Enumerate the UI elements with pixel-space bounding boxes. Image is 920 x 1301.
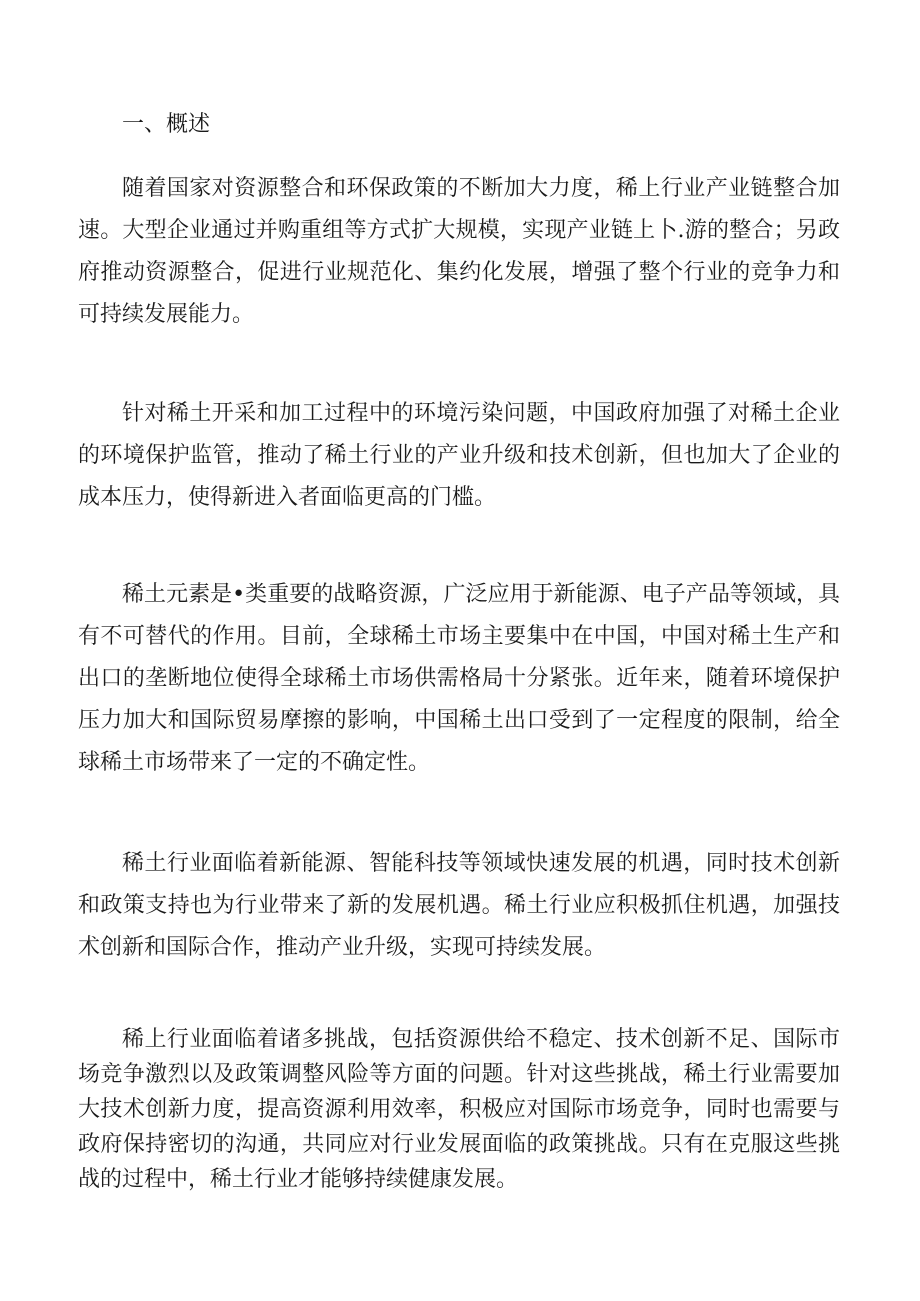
paragraph-industry-integration: 随着国家对资源整合和环保政策的不断加大力度，稀上行业产业链整合加速。大型企业通过并购重组等方式扩大规模，实现产业链上卜.游的整合；另政府推动资源整合，促进行业规范化、集约化发展，增强了整个行业的竞争力和可持续发展能力。 bbox=[78, 176, 840, 327]
paragraph-opportunities: 稀土行业面临着新能源、智能科技等领域快速发展的机遇，同时技术创新和政策支持也为行业带来了新的发展机遇。稀土行业应积极抓住机遇，加强技术创新和国际合作，推动产业升级，实现可持续发展。 bbox=[78, 851, 840, 960]
paragraph-environmental-regulation: 针对稀土开采和加工过程中的环境污染问题，中国政府加强了对稀土企业的环境保护监管，推动了稀土行业的产业升级和技术创新，但也加大了企业的成本压力，使得新进入者面临更高的门槛。 bbox=[78, 401, 840, 510]
paragraph-challenges: 稀上行业面临着诸多挑战，包括资源供给不稳定、技术创新不足、国际市场竞争激烈以及政策调整风险等方面的问题。针对这些挑战，稀土行业需要加大技术创新力度，提高资源利用效率，积极应对国际市场竞争，同时也需要与政府保持密切的沟通，共同应对行业发展面临的政策挑战。只有在克服这些挑战的过程中，稀土行业才能够持续健康发展。 bbox=[78, 1027, 840, 1192]
paragraph-global-market: 稀土元素是•类重要的战略资源，广泛应用于新能源、电子产品等领域，具有不可替代的作用。目前，全球稀土市场主要集中在中国，中国对稀土生产和出口的垄断地位使得全球稀土市场供需格局十分紧张。近年来，随着环境保护压力加大和国际贸易摩擦的影响，中国稀土出口受到了一定程度的限制，给全球稀土市场带来了一定的不确定性。 bbox=[78, 582, 840, 775]
section-heading: 一、概述 bbox=[122, 112, 211, 137]
